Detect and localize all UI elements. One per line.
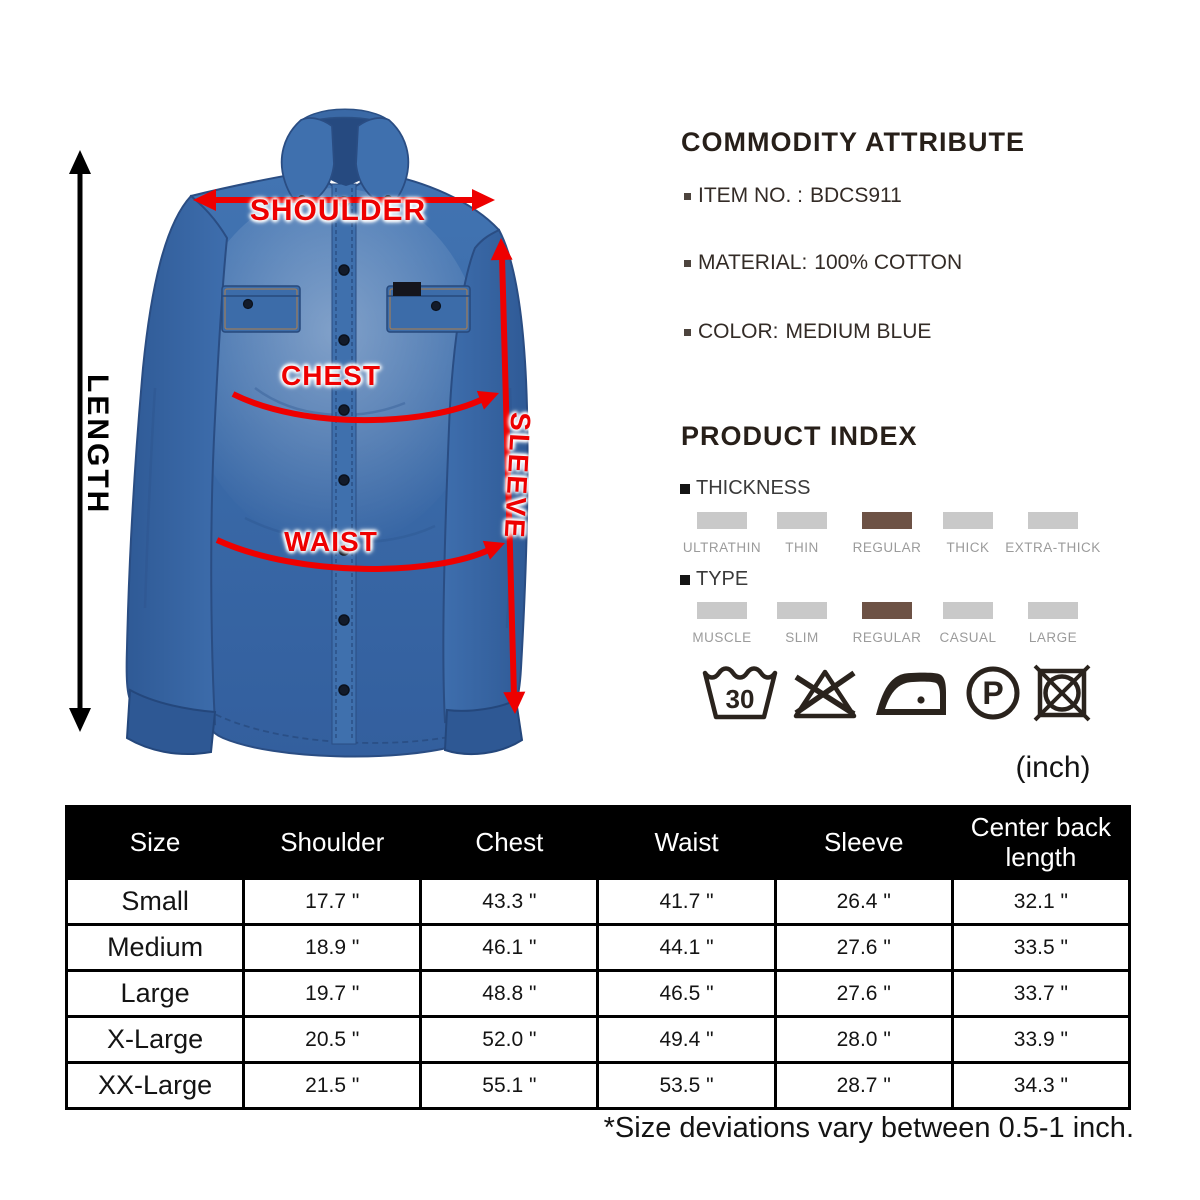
table-row-small bbox=[67, 879, 1130, 925]
type-option-label: CASUAL bbox=[939, 630, 997, 645]
attr-value: BDCS911 bbox=[810, 184, 902, 207]
dry-clean-letter: P bbox=[981, 675, 1004, 711]
chest-pocket-left bbox=[222, 286, 300, 332]
bullet-square-icon bbox=[680, 484, 690, 494]
care-instructions-row bbox=[700, 662, 1092, 724]
cell-sleeve: 27.6 " bbox=[775, 925, 952, 971]
unit-label: (inch) bbox=[1015, 751, 1091, 784]
iron-icon bbox=[869, 664, 953, 722]
cell-cbl: 33.5 " bbox=[952, 925, 1129, 971]
cell-size: Medium bbox=[67, 925, 244, 971]
attr-color bbox=[684, 320, 931, 344]
attr-value: 100% COTTON bbox=[814, 251, 963, 274]
size-chart-table bbox=[65, 805, 1131, 1110]
cell-waist: 49.4 " bbox=[598, 1017, 775, 1063]
chest-measure-label: CHEST bbox=[281, 360, 381, 391]
attr-value: MEDIUM BLUE bbox=[785, 320, 932, 343]
type-option-label: SLIM bbox=[785, 630, 819, 645]
col-header-center-back-length: Center back length bbox=[952, 807, 1129, 879]
thickness-label: THICKNESS bbox=[696, 477, 811, 499]
attr-material bbox=[684, 251, 962, 275]
type-option-label: LARGE bbox=[1028, 630, 1078, 645]
cell-size: X-Large bbox=[67, 1017, 244, 1063]
cell-waist: 41.7 " bbox=[598, 879, 775, 925]
cell-chest: 48.8 " bbox=[421, 971, 598, 1017]
type-scale-header bbox=[680, 568, 748, 591]
type-option-label: MUSCLE bbox=[692, 630, 752, 645]
dry-clean-p-icon bbox=[964, 664, 1022, 722]
cell-waist: 44.1 " bbox=[598, 925, 775, 971]
cell-chest: 46.1 " bbox=[421, 925, 598, 971]
table-row-medium bbox=[67, 925, 1130, 971]
table-row-x-large bbox=[67, 1017, 1130, 1063]
cell-shoulder: 17.7 " bbox=[244, 879, 421, 925]
bullet-square-icon bbox=[680, 575, 690, 585]
brand-tag bbox=[393, 282, 421, 296]
cell-shoulder: 21.5 " bbox=[244, 1063, 421, 1109]
cell-sleeve: 26.4 " bbox=[775, 879, 952, 925]
shoulder-measure-label: SHOULDER bbox=[249, 194, 427, 227]
wash-30-icon bbox=[700, 664, 780, 722]
type-label: TYPE bbox=[696, 568, 749, 590]
cell-chest: 55.1 " bbox=[421, 1063, 598, 1109]
thickness-bar-ultrathin bbox=[697, 512, 747, 529]
col-header-shoulder: Shoulder bbox=[244, 807, 421, 879]
col-header-size: Size bbox=[67, 807, 244, 879]
cell-waist: 46.5 " bbox=[598, 971, 775, 1017]
cell-chest: 52.0 " bbox=[421, 1017, 598, 1063]
table-row-large bbox=[67, 971, 1130, 1017]
cell-size: Small bbox=[67, 879, 244, 925]
bullet-square-icon bbox=[684, 260, 691, 267]
thickness-option-label: ULTRATHIN bbox=[682, 540, 762, 555]
attr-label: MATERIAL: bbox=[698, 251, 808, 274]
commodity-attribute-title: COMMODITY ATTRIBUTE bbox=[681, 127, 1025, 157]
type-bar-regular-selected bbox=[862, 602, 912, 619]
waist-measure-label: WAIST bbox=[284, 526, 378, 557]
col-header-waist: Waist bbox=[598, 807, 775, 879]
wash-temp-text: 30 bbox=[725, 684, 755, 714]
cell-sleeve: 28.7 " bbox=[775, 1063, 952, 1109]
thickness-option-label: THICK bbox=[946, 540, 990, 555]
size-deviation-footnote: *Size deviations vary between 0.5-1 inch. bbox=[603, 1112, 1134, 1144]
cell-size: Large bbox=[67, 971, 244, 1017]
cell-shoulder: 18.9 " bbox=[244, 925, 421, 971]
col-header-chest: Chest bbox=[421, 807, 598, 879]
thickness-option-label: EXTRA-THICK bbox=[1005, 540, 1101, 555]
type-bar-slim bbox=[777, 602, 827, 619]
thickness-bar-extra-thick bbox=[1028, 512, 1078, 529]
chest-pocket-right bbox=[387, 282, 470, 332]
denim-shirt-image bbox=[55, 88, 625, 768]
cell-sleeve: 28.0 " bbox=[775, 1017, 952, 1063]
cell-shoulder: 20.5 " bbox=[244, 1017, 421, 1063]
length-measure-label: LENGTH bbox=[81, 374, 114, 516]
cell-size: XX-Large bbox=[67, 1063, 244, 1109]
do-not-tumble-dry-icon bbox=[1032, 663, 1092, 723]
do-not-bleach-icon bbox=[791, 664, 859, 722]
cell-cbl: 33.7 " bbox=[952, 971, 1129, 1017]
cell-sleeve: 27.6 " bbox=[775, 971, 952, 1017]
cell-chest: 43.3 " bbox=[421, 879, 598, 925]
thickness-scale-header bbox=[680, 477, 810, 500]
thickness-option-label: THIN bbox=[785, 540, 819, 555]
table-row-xx-large bbox=[67, 1063, 1130, 1109]
cell-waist: 53.5 " bbox=[598, 1063, 775, 1109]
cell-cbl: 32.1 " bbox=[952, 879, 1129, 925]
cell-cbl: 33.9 " bbox=[952, 1017, 1129, 1063]
type-bar-muscle bbox=[697, 602, 747, 619]
cell-cbl: 34.3 " bbox=[952, 1063, 1129, 1109]
thickness-bar-thick bbox=[943, 512, 993, 529]
shirt-left-sleeve bbox=[127, 196, 227, 754]
product-index-title: PRODUCT INDEX bbox=[681, 421, 918, 451]
type-bar-casual bbox=[943, 602, 993, 619]
bullet-square-icon bbox=[684, 193, 691, 200]
bullet-square-icon bbox=[684, 329, 691, 336]
button-placket bbox=[332, 184, 356, 744]
thickness-bar-thin bbox=[777, 512, 827, 529]
type-bar-large bbox=[1028, 602, 1078, 619]
thickness-option-label: REGULAR bbox=[852, 540, 922, 555]
type-option-label: REGULAR bbox=[852, 630, 922, 645]
attr-label: COLOR: bbox=[698, 320, 779, 343]
table-header-row bbox=[67, 807, 1130, 879]
thickness-bar-regular-selected bbox=[862, 512, 912, 529]
col-header-sleeve: Sleeve bbox=[775, 807, 952, 879]
sleeve-measure-label: SLEEVE bbox=[498, 411, 537, 542]
attr-label: ITEM NO. : bbox=[698, 184, 803, 207]
attr-item-no bbox=[684, 184, 902, 208]
cell-shoulder: 19.7 " bbox=[244, 971, 421, 1017]
